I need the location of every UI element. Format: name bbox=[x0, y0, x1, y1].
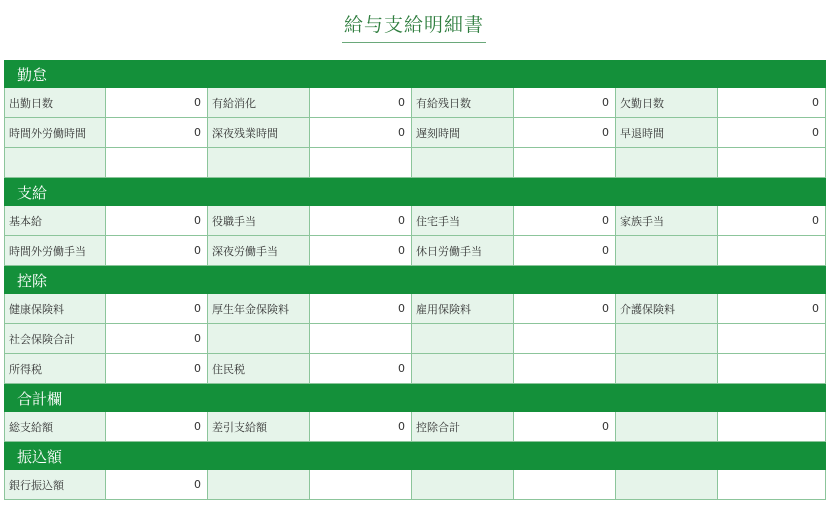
field-label: 時間外労働時間 bbox=[4, 118, 106, 148]
field-value[interactable]: 0 bbox=[310, 88, 412, 118]
field-value[interactable]: 0 bbox=[106, 236, 208, 266]
field-label: 役職手当 bbox=[208, 206, 310, 236]
field-value[interactable] bbox=[718, 412, 826, 442]
field-label: 住宅手当 bbox=[412, 206, 514, 236]
table-row bbox=[4, 236, 826, 266]
field-label bbox=[412, 324, 514, 354]
section-header: 勤怠 bbox=[4, 60, 826, 88]
field-value[interactable]: 0 bbox=[106, 294, 208, 324]
field-value[interactable]: 0 bbox=[106, 354, 208, 384]
field-label bbox=[208, 324, 310, 354]
field-label: 時間外労働手当 bbox=[4, 236, 106, 266]
payslip-table bbox=[4, 60, 826, 500]
field-label: 控除合計 bbox=[412, 412, 514, 442]
field-value[interactable]: 0 bbox=[718, 118, 826, 148]
field-label bbox=[208, 470, 310, 500]
page-title: 給与支給明細書 bbox=[342, 10, 486, 43]
field-label: 家族手当 bbox=[616, 206, 718, 236]
field-label: 銀行振込額 bbox=[4, 470, 106, 500]
field-value[interactable]: 0 bbox=[106, 118, 208, 148]
field-label bbox=[616, 148, 718, 178]
table-row bbox=[4, 412, 826, 442]
section-header: 合計欄 bbox=[4, 384, 826, 412]
field-value[interactable] bbox=[514, 354, 616, 384]
field-label: 介護保険料 bbox=[616, 294, 718, 324]
field-label bbox=[4, 148, 106, 178]
field-label: 総支給額 bbox=[4, 412, 106, 442]
field-value[interactable]: 0 bbox=[718, 294, 826, 324]
field-label: 有給消化 bbox=[208, 88, 310, 118]
field-value[interactable]: 0 bbox=[310, 206, 412, 236]
field-value[interactable]: 0 bbox=[718, 206, 826, 236]
field-label: 差引支給額 bbox=[208, 412, 310, 442]
field-value[interactable] bbox=[718, 470, 826, 500]
table-row bbox=[4, 118, 826, 148]
field-value[interactable]: 0 bbox=[106, 324, 208, 354]
field-value[interactable] bbox=[718, 236, 826, 266]
field-value[interactable] bbox=[310, 470, 412, 500]
field-value[interactable]: 0 bbox=[310, 236, 412, 266]
field-label bbox=[208, 148, 310, 178]
field-label: 住民税 bbox=[208, 354, 310, 384]
field-label bbox=[616, 470, 718, 500]
field-label bbox=[412, 470, 514, 500]
section-header: 支給 bbox=[4, 178, 826, 206]
table-row bbox=[4, 294, 826, 324]
field-label: 深夜労働手当 bbox=[208, 236, 310, 266]
field-value[interactable] bbox=[514, 324, 616, 354]
field-label bbox=[412, 148, 514, 178]
field-value[interactable]: 0 bbox=[310, 118, 412, 148]
field-value[interactable] bbox=[514, 148, 616, 178]
field-value[interactable]: 0 bbox=[718, 88, 826, 118]
field-value[interactable] bbox=[106, 148, 208, 178]
field-label: 有給残日数 bbox=[412, 88, 514, 118]
field-value[interactable]: 0 bbox=[514, 236, 616, 266]
field-label: 健康保険料 bbox=[4, 294, 106, 324]
field-label: 遅刻時間 bbox=[412, 118, 514, 148]
field-value[interactable] bbox=[718, 354, 826, 384]
table-row bbox=[4, 206, 826, 236]
field-value[interactable] bbox=[310, 148, 412, 178]
field-label: 休日労働手当 bbox=[412, 236, 514, 266]
field-label: 所得税 bbox=[4, 354, 106, 384]
field-label: 欠勤日数 bbox=[616, 88, 718, 118]
field-label bbox=[412, 354, 514, 384]
field-value[interactable]: 0 bbox=[106, 412, 208, 442]
field-value[interactable] bbox=[718, 324, 826, 354]
field-label bbox=[616, 354, 718, 384]
field-value[interactable]: 0 bbox=[514, 294, 616, 324]
field-value[interactable]: 0 bbox=[106, 470, 208, 500]
field-value[interactable] bbox=[718, 148, 826, 178]
table-row bbox=[4, 148, 826, 178]
field-label: 出勤日数 bbox=[4, 88, 106, 118]
field-value[interactable]: 0 bbox=[310, 412, 412, 442]
field-value[interactable] bbox=[310, 324, 412, 354]
field-value[interactable]: 0 bbox=[310, 354, 412, 384]
field-label: 深夜残業時間 bbox=[208, 118, 310, 148]
field-value[interactable]: 0 bbox=[106, 88, 208, 118]
table-row bbox=[4, 324, 826, 354]
field-label: 基本給 bbox=[4, 206, 106, 236]
table-row bbox=[4, 470, 826, 500]
field-label bbox=[616, 236, 718, 266]
field-value[interactable]: 0 bbox=[514, 412, 616, 442]
field-label bbox=[616, 412, 718, 442]
field-value[interactable] bbox=[514, 470, 616, 500]
field-value[interactable]: 0 bbox=[106, 206, 208, 236]
field-value[interactable]: 0 bbox=[514, 118, 616, 148]
field-label: 雇用保険料 bbox=[412, 294, 514, 324]
table-row bbox=[4, 354, 826, 384]
field-label: 社会保険合計 bbox=[4, 324, 106, 354]
field-value[interactable]: 0 bbox=[310, 294, 412, 324]
field-value[interactable]: 0 bbox=[514, 88, 616, 118]
field-value[interactable]: 0 bbox=[514, 206, 616, 236]
section-header: 控除 bbox=[4, 266, 826, 294]
field-label bbox=[616, 324, 718, 354]
table-row bbox=[4, 88, 826, 118]
title-area bbox=[0, 0, 828, 58]
field-label: 早退時間 bbox=[616, 118, 718, 148]
field-label: 厚生年金保険料 bbox=[208, 294, 310, 324]
section-header: 振込額 bbox=[4, 442, 826, 470]
